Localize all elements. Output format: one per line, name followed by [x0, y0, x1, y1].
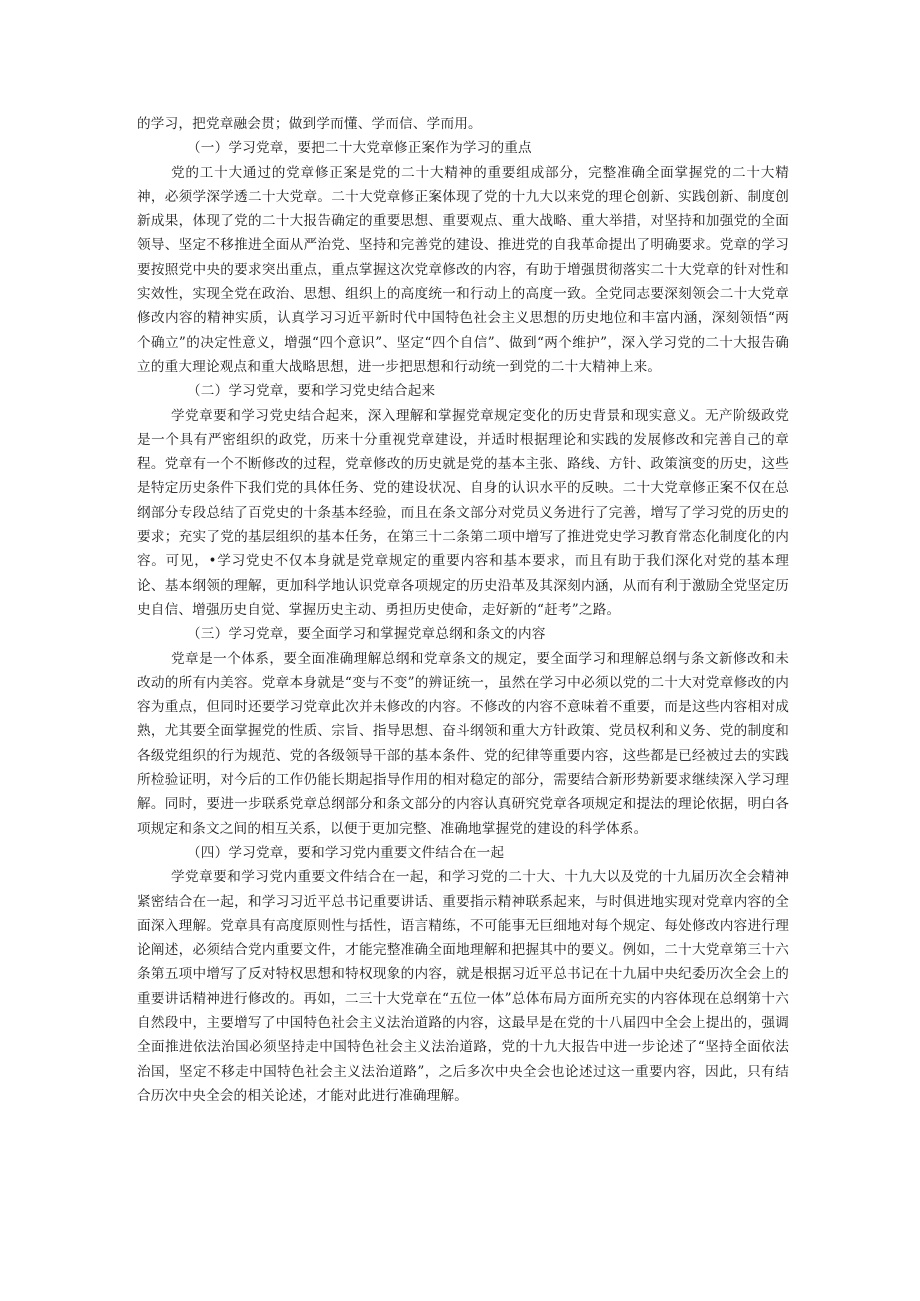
section-2-heading: （二）学习党章，要和学习党史结合起来 — [187, 383, 436, 400]
intro-paragraph-tail: 的学习，把党章融会贯；做到学而懂、学而信、学而用。 — [137, 116, 482, 132]
section-1-heading: （一）学习党章，要把二十大党章修正案作为学习的重点 — [187, 140, 532, 157]
section-3-heading: （三）学习党章，要全面学习和掌握党章总纲和条文的内容 — [187, 626, 546, 643]
document-page — [137, 112, 789, 1108]
section-2-body: 学党章要和学习党史结合起来，深入理解和掌握党章规定变化的历史背景和现实意义。无产阶级政党是一个具有严密组织的政党，历来十分重视党章建设，并适时根据理论和实践的发展修改和完善自己的章程。党章有一个不断修改的过程，党章修改的历史就是党的基本主张、路线、方针、政策演变的历史，这些是特定历史条件下我们党的具体任务、党的建设状况、自身的认识水平的反映。二十大党章修正案不仅在总纲部分专段总结了百党史的十条基本经验，而且在条文部分对党员义务进行了完善，增写了学习党的历史的要求；充实了党的基层组织的基本任务，在第三十二条第二项中增写了推进党史学习教育常态化制度化的内容。可见，•学习党史不仅本身就是党章规定的重要内容和基本要求，而且有助于我们深化对党的基本理论、基本纲领的理解，更加科学地认识党章各项规定的历史沿革及其深刻内涵，从而有利于激励全党坚定历史自信、增强历史自觉、掌握历史主动、勇担历史使命，走好新的“赶考”之路。 — [137, 407, 789, 618]
section-4-heading: （四）学习党章，要和学习党内重要文件结合在一起 — [187, 844, 505, 861]
section-3-body: 党章是一个体系，要全面准确理解总纲和党章条文的规定，要全面学习和理解总纲与条文新修改和未改动的所有内美容。党章本身就是“变与不变”的辨证统一，虽然在学习中必须以党的二十大对党章修改的内容为重点，但同时还要学习党章此次并未修改的内容。不修改的内容不意味着不重要，而是这些内容相对成熟，尤其要全面掌握党的性质、宗旨、指导思想、奋斗纲领和重大方针政策、党员权利和义务、党的制度和各级党组织的行为规范、党的各级领导干部的基本条件、党的纪律等重要内容，这些都是已经被过去的实践所检验证明，对今后的工作仍能长期起指导作用的相对稳定的部分，需要结合新形势新要求继续深入学习理解。同时，要进一步联系党章总纲部分和条文部分的内容认真研究党章各项规定和提法的理论依据，明白各项规定和条文之间的相互关系，以便于更加完整、准确地掌握党的建设的科学体系。 — [137, 650, 789, 837]
section-1-body: 党的工十大通过的党章修正案是党的二十大精神的重要组成部分，完整准确全面掌握党的二十大精神，必须学深学透二十大党章。二十大党章修正案体现了党的十九大以来党的理仑创新、实践创新、制度创新成果，体现了党的二十大报告确定的重要思想、重要观点、重大战略、重大举措，对坚持和加强党的全面领导、坚定不移推进全面从严治党、坚持和完善党的建设、推进党的自我革命提出了明确要求。党章的学习要按照党中央的要求突出重点，重点掌握这次党章修改的内容，有助于增强贯彻落实二十大党章的针对性和实效性，实现全党在政治、思想、组织上的高度统一和行动上的高度一致。全党同志要深刻领会二十大党章修改内容的精神实质，认真学习习近平新时代中国特色社会主义思想的历史地位和丰富内涵，深刻领悟“两个确立”的决定性意义，增强“四个意识”、坚定“四个自信”、做到“两个维护”，深入学习党的二十大报告确立的重大理论观点和重大战略思想，进一步把思想和行动统一到党的二十大精神上来。 — [137, 164, 789, 375]
section-4-body: 学党章要和学习党内重要文件结合在一起，和学习党的二十大、十九大以及党的十九届历次全会精神紧密结合在一起，和学习习近平总书记重要讲话、重要指示精神联系起来，与时俱进地实现对党章内容的全面深入理解。党章具有高度原则性与括性，语言精练，不可能事无巨细地对每个规定、每处修改内容进行理论阐述，必须结合党内重要文件，才能完整准确全面地理解和把握其中的要义。例如，二十大党章第三十六条第五项中增写了反对特权思想和特权现象的内容，就是根据习近平总书记在十九届中央纪委历次全会上的重要讲话精神进行修改的。再如，二三十大党章在“五位一体”总体布局方面所充实的内容体现在总纲第十六自然段中，主要增写了中国特色社会主义法治道路的内容，这最早是在党的十八届四中全会上提出的，强调全面推进依法治国必须坚持走中国特色社会主义法治道路，党的十九大报告中进一步论述了“坚持全面依法治国，坚定不移走中国特色社会主义法治道路”，之后多次中央全会也论述过这一重要内容，因此，只有结合历次中央全会的相关论述，才能对此进行准确理解。 — [137, 869, 789, 1104]
